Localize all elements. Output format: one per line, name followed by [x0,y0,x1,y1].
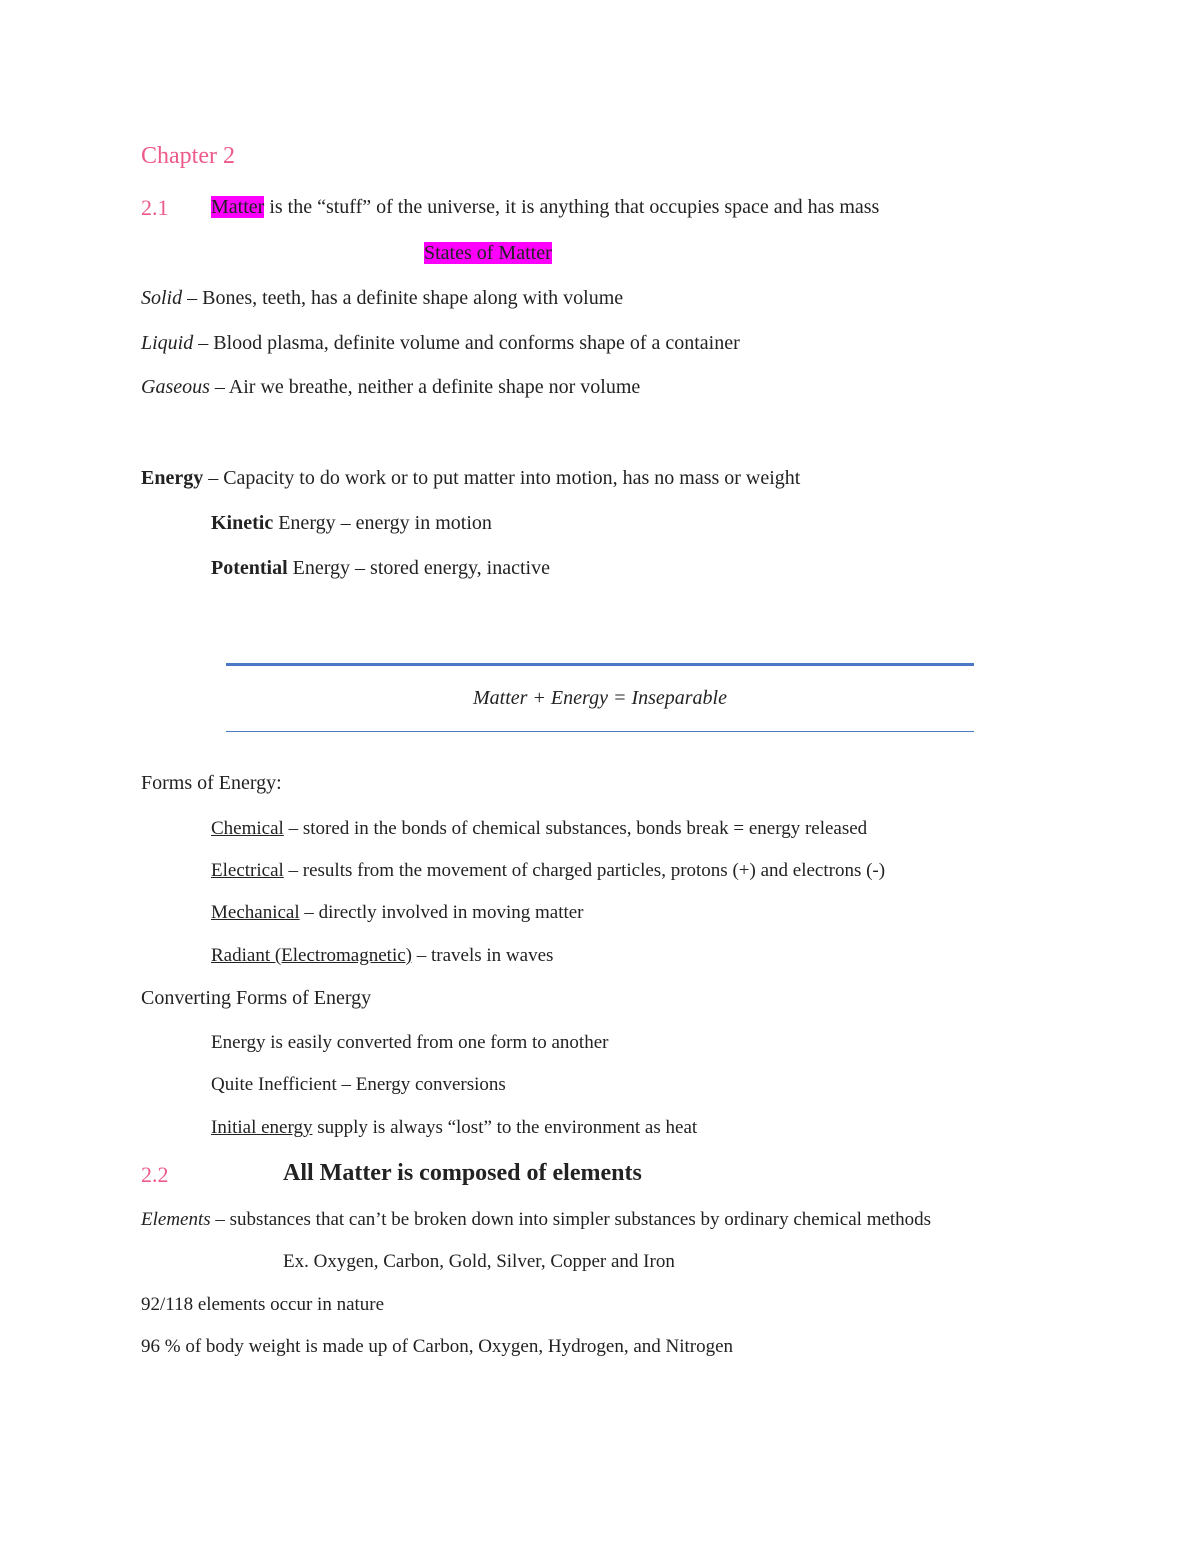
state-def: – Air we breathe, neither a definite shape nor volume [209,376,641,398]
state-solid [141,287,623,310]
form-mechanical [211,902,584,924]
elements-def: – substances that can’t be broken down into simpler substances by ordinary chemical methods [210,1209,932,1230]
section-title-2-2: All Matter is composed of elements [283,1160,642,1186]
elements-term: Elements [141,1209,211,1230]
energy-type-def: Energy – energy in motion [273,512,492,534]
callout-bottom-rule [226,731,974,732]
energy-type-potential [211,557,550,580]
form-def: – directly involved in moving matter [299,902,584,923]
converting-term: Initial energy [211,1117,313,1138]
energy-term: Energy [141,467,204,489]
state-term: Liquid [141,332,194,354]
form-electrical [211,860,885,882]
callout-top-rule [226,663,974,666]
converting-rest: supply is always “lost” to the environment as heat [312,1117,698,1138]
converting-line-3 [211,1117,697,1139]
state-gaseous [141,376,640,399]
converting-line-2: Quite Inefficient – Energy conversions [211,1074,506,1095]
energy-type-term: Potential [211,557,288,579]
energy-definition [141,467,800,490]
form-def: – results from the movement of charged particles, protons (+) and electrons (-) [283,860,886,881]
elements-example: Ex. Oxygen, Carbon, Gold, Silver, Copper and Iron [283,1251,675,1272]
elements-definition [141,1209,931,1231]
matter-term: Matter [211,196,265,218]
elements-fact-2: 96 % of body weight is made up of Carbon, Oxygen, Hydrogen, and Nitrogen [141,1336,734,1357]
form-term: Electrical [211,860,284,881]
form-term: Mechanical [211,902,300,923]
form-def: – stored in the bonds of chemical substances, bonds break = energy released [283,818,868,839]
matter-definition [211,196,879,219]
states-heading-text: States of Matter [424,242,552,264]
energy-type-term: Kinetic [211,512,274,534]
callout-text [226,687,974,710]
form-def: – travels in waves [412,945,554,966]
callout-text-value: Matter + Energy = Inseparable [473,687,727,709]
state-liquid [141,332,740,355]
matter-def: is the “stuff” of the universe, it is anything that occupies space and has mass [264,196,880,218]
energy-type-def: Energy – stored energy, inactive [287,557,550,579]
state-term: Gaseous [141,376,210,398]
states-heading [424,242,552,265]
form-term: Radiant (Electromagnetic) [211,945,412,966]
section-number-2-2: 2.2 [141,1162,169,1187]
energy-def: – Capacity to do work or to put matter into motion, has no mass or weight [203,467,801,489]
state-def: – Bones, teeth, has a definite shape along with volume [182,287,624,309]
form-radiant [211,945,553,967]
form-chemical [211,818,867,840]
section-number-2-1: 2.1 [141,195,169,220]
state-term: Solid [141,287,183,309]
converting-line-1: Energy is easily converted from one form to another [211,1032,609,1053]
energy-type-kinetic [211,512,492,535]
state-def: – Blood plasma, definite volume and conforms shape of a container [193,332,740,354]
forms-heading: Forms of Energy: [141,772,282,794]
converting-heading: Converting Forms of Energy [141,987,372,1009]
chapter-title: Chapter 2 [141,143,235,169]
form-term: Chemical [211,818,284,839]
elements-fact-1: 92/118 elements occur in nature [141,1294,385,1315]
